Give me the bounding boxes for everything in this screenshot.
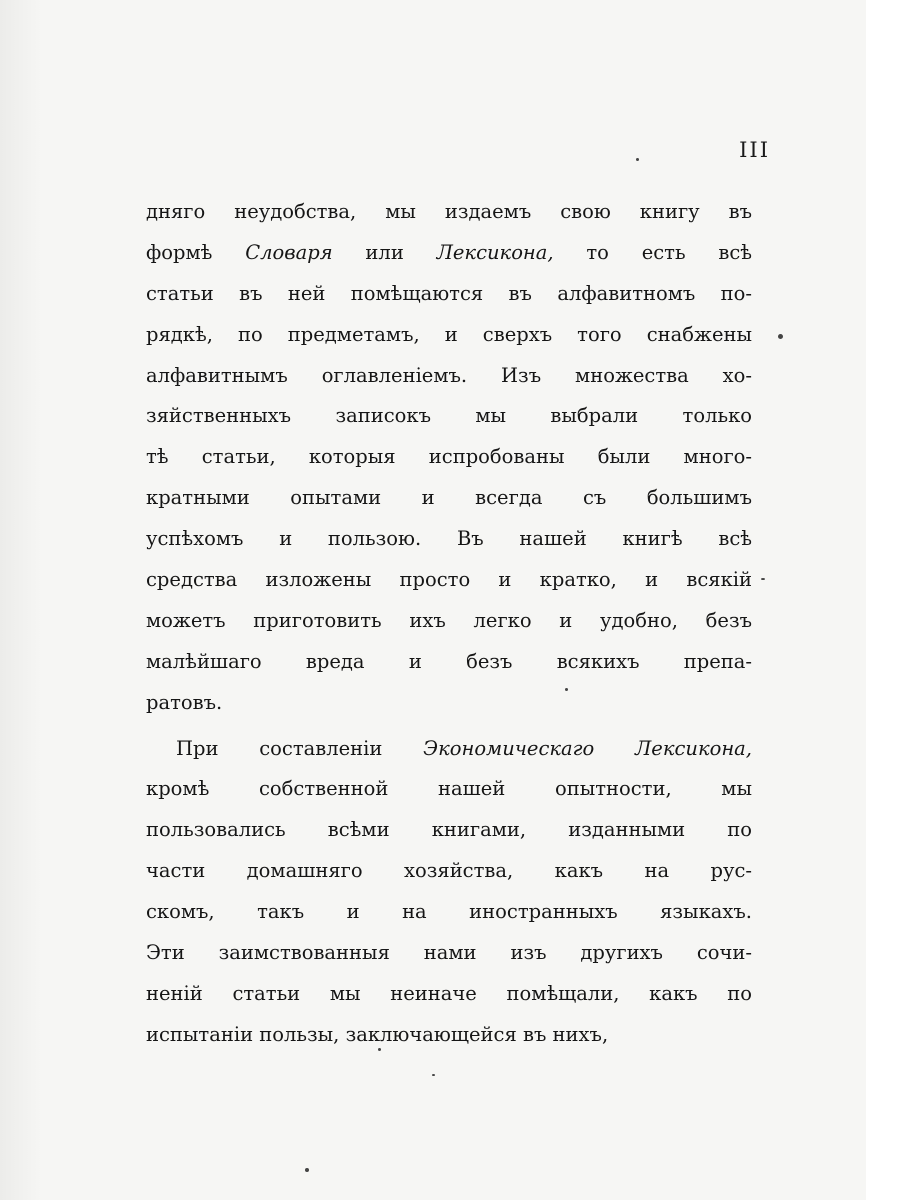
body-text: [146, 192, 752, 1056]
text-run: неній статьи мы неиначе помѣщали, какъ по: [146, 981, 752, 1005]
text-line: [146, 851, 752, 892]
print-speck: [432, 1074, 435, 1076]
text-line: [146, 1015, 752, 1056]
text-run: испытаніи пользы, заключающейся въ нихъ,: [146, 1022, 609, 1046]
print-speck: [761, 578, 765, 580]
text-run: дняго неудобства, мы издаемъ свою книгу въ: [146, 200, 752, 223]
text-run: формѣ: [146, 240, 246, 264]
text-line: [146, 933, 752, 974]
text-run: то есть всѣ: [553, 240, 752, 264]
text-run: пользовались всѣми книгами, изданными по: [146, 818, 752, 842]
italic-term: Лексикона,: [436, 240, 554, 264]
print-speck: [778, 334, 783, 339]
text-run: зяйственныхъ записокъ мы выбрали только: [146, 404, 752, 428]
text-run: успѣхомъ и пользою. Въ нашей книгѣ всѣ: [146, 527, 752, 551]
text-line: [146, 192, 752, 233]
page-left-shadow: [0, 0, 42, 1200]
text-run: рядкѣ, по предметамъ, и сверхъ того снабжены: [146, 322, 752, 346]
text-line: [146, 974, 752, 1015]
text-run: малѣйшаго вреда и безъ всякихъ препа-: [146, 649, 752, 673]
text-line: [146, 769, 752, 810]
text-line: [146, 810, 752, 851]
page-number: III: [739, 138, 770, 162]
print-speck: [305, 1168, 309, 1172]
text-line: [146, 233, 752, 274]
text-line: [146, 642, 752, 683]
text-line: [146, 478, 752, 519]
print-speck: [565, 688, 568, 691]
text-run: или: [332, 240, 437, 264]
text-line: [146, 683, 752, 724]
italic-term: Словаря: [245, 240, 333, 264]
print-speck: [378, 1048, 381, 1051]
text-line: [146, 519, 752, 560]
page-right-margin: [866, 0, 900, 1200]
text-run: части домашняго хозяйства, какъ на рус-: [146, 859, 752, 883]
text-line: [146, 729, 752, 770]
text-run: тѣ статьи, которыя испробованы были много-: [146, 445, 752, 469]
italic-term: Экономическаго Лексикона,: [423, 736, 753, 760]
text-run: ратовъ.: [146, 690, 223, 714]
text-line: [146, 315, 752, 356]
text-run: средства изложены просто и кратко, и всякій: [146, 568, 752, 592]
text-run: При составленіи: [176, 736, 424, 760]
text-line: [146, 601, 752, 642]
text-line: [146, 274, 752, 315]
text-run: можетъ приготовить ихъ легко и удобно, безъ: [146, 608, 752, 632]
text-run: скомъ, такъ и на иностранныхъ языкахъ.: [146, 900, 752, 924]
text-run: Эти заимствованныя нами изъ другихъ сочи-: [146, 941, 752, 965]
text-line: [146, 396, 752, 437]
text-line: [146, 437, 752, 478]
text-run: алфавитнымъ оглавленіемъ. Изъ множества хо-: [146, 363, 752, 387]
text-line: [146, 892, 752, 933]
text-line: [146, 560, 752, 601]
text-run: статьи въ ней помѣщаются въ алфавитномъ по-: [146, 281, 752, 305]
print-speck: [636, 158, 639, 161]
text-line: [146, 356, 752, 397]
text-run: кратными опытами и всегда съ большимъ: [146, 486, 752, 510]
text-run: кромѣ собственной нашей опытности, мы: [146, 777, 752, 801]
